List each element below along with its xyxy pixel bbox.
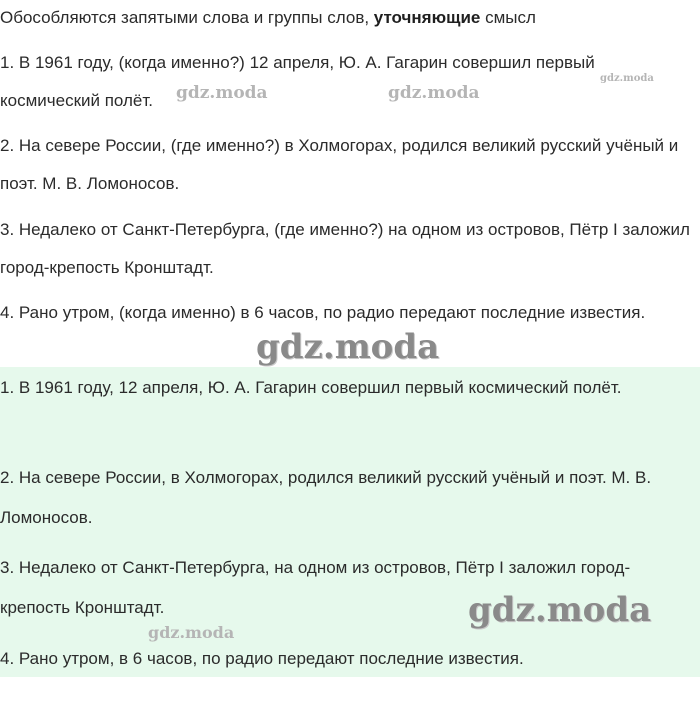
- intro-heading: [0, 6, 536, 30]
- watermark-3: gdz.moda: [600, 73, 654, 84]
- question-1: 1. В 1961 году, (когда именно?) 12 апреля, Ю. А. Гагарин совершил первый космический полёт.: [0, 53, 595, 110]
- watermark-1: gdz.moda: [176, 83, 268, 103]
- question-3: 3. Недалеко от Санкт-Петербурга, (где именно?) на одном из островов, Пётр I заложил город-крепость Кронштадт.: [0, 220, 690, 277]
- question-2: 2. На севере России, (где именно?) в Холмогорах, родился великий русский учёный и поэт. М. В. Ломоносов.: [0, 136, 679, 193]
- intro-text-after: смысл: [480, 8, 536, 27]
- question-4: 4. Рано утром, (когда именно) в 6 часов, по радио передают последние известия.: [0, 303, 646, 322]
- answer-1: 1. В 1961 году, 12 апреля, Ю. А. Гагарин совершил первый космический полёт.: [0, 378, 622, 397]
- answer-block: [0, 367, 700, 677]
- watermark-5: gdz.moda: [468, 590, 652, 630]
- answer-4: 4. Рано утром, в 6 часов, по радио передают последние известия.: [0, 649, 524, 668]
- intro-text-bold: уточняющие: [373, 8, 481, 27]
- watermark-4: gdz.moda: [256, 327, 440, 367]
- intro-text-before: Обособляются запятыми слова и группы слов,: [0, 8, 374, 27]
- watermark-6: gdz.moda: [148, 623, 235, 642]
- watermark-2: gdz.moda: [388, 83, 480, 103]
- answer-2: 2. На севере России, в Холмогорах, родился великий русский учёный и поэт. М. В. Ломоносов.: [0, 468, 652, 527]
- answer-3: 3. Недалеко от Санкт-Петербурга, на одном из островов, Пётр I заложил город-крепость Кронштадт.: [0, 558, 631, 617]
